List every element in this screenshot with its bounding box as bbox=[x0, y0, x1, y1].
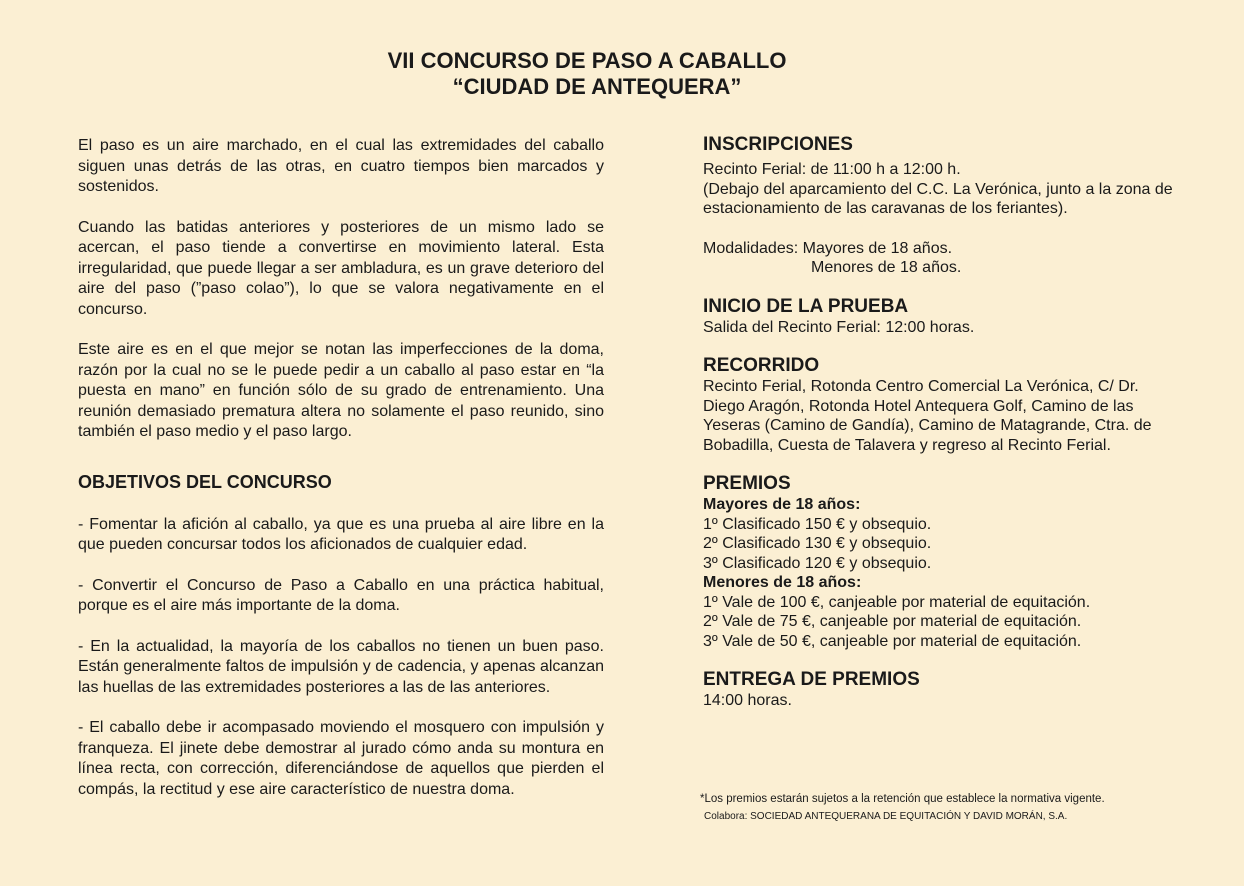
intro-paragraph-1: El paso es un aire marchado, en el cual las extremidades del caballo siguen unas detrás de las otras, en cuatro tiempos bien marcados y sostenidos. bbox=[78, 137, 604, 195]
recorrido-text: Recinto Ferial, Rotonda Centro Comercial La Verónica, C/ Dr. Diego Aragón, Rotonda Hotel Antequera Golf, Camino de las Yeseras (Camino de Gandía), Camino de Matagrande, Ctra. de Bobadilla, Cuesta de Talavera y regreso al Recinto Ferial. bbox=[703, 378, 1152, 454]
premios-menores-heading: Menores de 18 años: bbox=[703, 574, 862, 591]
premio-menores-1: 1º Vale de 100 €, canjeable por material de equitación. bbox=[703, 593, 1091, 611]
modalidades-line-1: Modalidades: Mayores de 18 años. bbox=[703, 239, 953, 257]
objective-item-4: - El caballo debe ir acompasado moviendo el mosquero con impulsión y franqueza. El jinete debe demostrar al jurado cómo anda su montura en línea recta, con corrección, diferenciándose de aquellos que pierden el compás, la rectitud y ese aire característico de nuestra doma. bbox=[78, 719, 604, 798]
premio-mayores-1: 1º Clasificado 150 € y obsequio. bbox=[703, 515, 932, 533]
inscripciones-heading: INSCRIPCIONES bbox=[703, 134, 853, 155]
premio-menores-3: 3º Vale de 50 €, canjeable por material de equitación. bbox=[703, 632, 1082, 650]
sponsor-credit: Colabora: SOCIEDAD ANTEQUERANA DE EQUITACIÓN Y DAVID MORÁN, S.A. bbox=[704, 811, 1068, 822]
inscripciones-location: (Debajo del aparcamiento del C.C. La Verónica, junto a la zona de estacionamiento de las caravanas de los feriantes). bbox=[703, 180, 1173, 217]
intro-paragraph-2: Cuando las batidas anteriores y posteriores de un mismo lado se acercan, el paso tiende a convertirse en movimiento lateral. Esta irregularidad, que puede llegar a ser ambladura, es un grave deterioro del aire del paso (”paso colao”), lo que se valora negativamente en el concurso. bbox=[78, 218, 604, 318]
inicio-text: Salida del Recinto Ferial: 12:00 horas. bbox=[703, 318, 975, 336]
entrega-heading: ENTREGA DE PREMIOS bbox=[703, 669, 920, 690]
modalidades-line-2: Menores de 18 años. bbox=[811, 259, 962, 276]
intro-paragraph-3: Este aire es en el que mejor se notan las imperfecciones de la doma, razón por la cual no se le puede pedir a un caballo al paso estar en “la puesta en mano” en función sólo de su grado de entrenamiento. Una reunión demasiado prematura altera no solamente el paso reunido, sino también el paso medio y el paso largo. bbox=[78, 341, 604, 440]
premio-mayores-3: 3º Clasificado 120 € y obsequio. bbox=[703, 554, 932, 572]
page-title bbox=[0, 48, 1244, 100]
inicio-heading: INICIO DE LA PRUEBA bbox=[703, 295, 909, 317]
premios-mayores-heading: Mayores de 18 años: bbox=[703, 496, 861, 513]
left-column bbox=[78, 136, 604, 820]
objective-item-2: - Convertir el Concurso de Paso a Caballo en una práctica habitual, porque es el aire más importante de la doma. bbox=[78, 576, 604, 614]
premios-section bbox=[703, 473, 1173, 651]
inicio-section bbox=[703, 296, 1173, 338]
entrega-section bbox=[703, 669, 1173, 711]
recorrido-heading: RECORRIDO bbox=[703, 355, 820, 376]
premio-mayores-2: 2º Clasificado 130 € y obsequio. bbox=[703, 535, 932, 552]
right-column bbox=[703, 134, 1173, 729]
inscripciones-section bbox=[703, 134, 1173, 278]
objectives-heading: OBJETIVOS DEL CONCURSO bbox=[78, 471, 332, 492]
entrega-text: 14:00 horas. bbox=[703, 692, 792, 709]
recorrido-section bbox=[703, 355, 1173, 455]
objective-item-1: - Fomentar la afición al caballo, ya que es una prueba al aire libre en la que pueden concursar todos los aficionados de cualquier edad. bbox=[78, 515, 604, 553]
premios-heading: PREMIOS bbox=[703, 473, 791, 494]
inscripciones-time: Recinto Ferial: de 11:00 h a 12:00 h. bbox=[703, 161, 961, 178]
title-line-2: “CIUDAD DE ANTEQUERA” bbox=[452, 74, 742, 99]
premio-menores-2: 2º Vale de 75 €, canjeable por material de equitación. bbox=[703, 613, 1082, 630]
objective-item-3: - En la actualidad, la mayoría de los caballos no tienen un buen paso. Están generalmente faltos de impulsión y de cadencia, y apenas alcanzan las huellas de las extremidades posteriores a las de las anteriores. bbox=[78, 637, 604, 696]
title-line-1: VII CONCURSO DE PASO A CABALLO bbox=[387, 48, 787, 73]
retention-note: *Los premios estarán sujetos a la retención que establece la normativa vigente. bbox=[700, 793, 1105, 805]
